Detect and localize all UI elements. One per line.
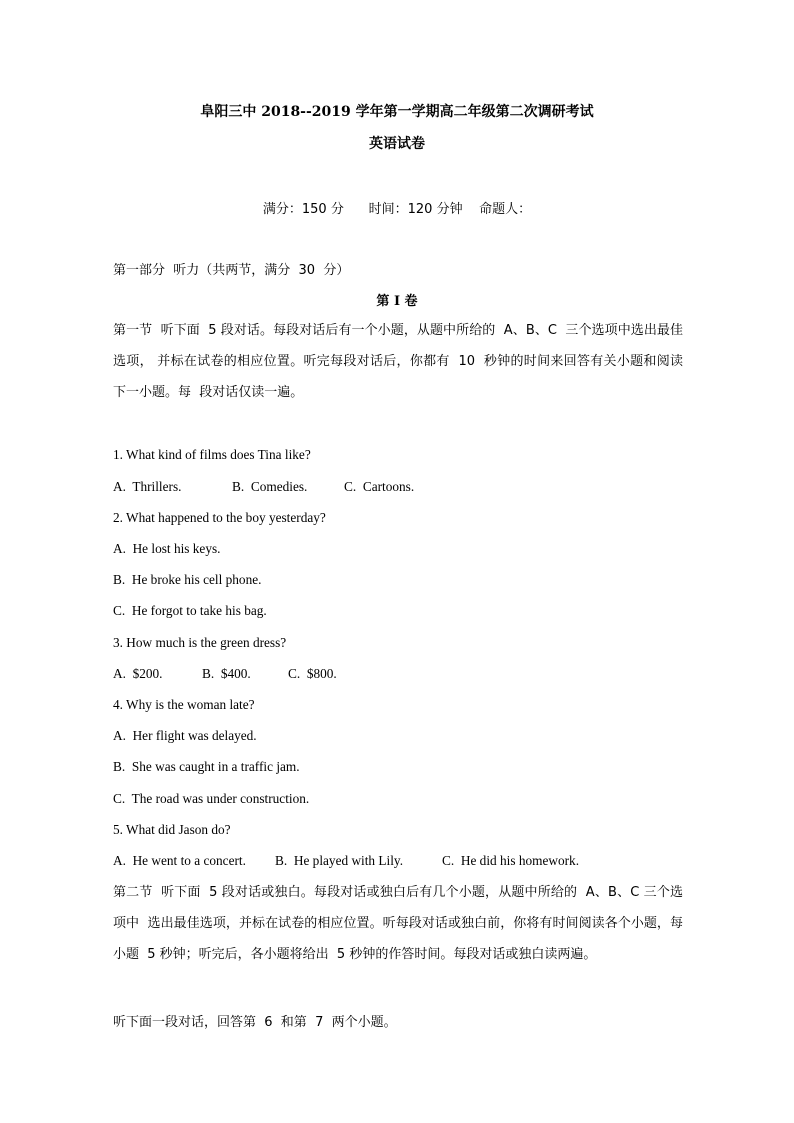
option-c: C. The road was under construction. [113, 791, 310, 806]
section1-instructions: 第一节 听下面 5 段对话。每段对话后有一个小题，从题中所给的 A、B、C 三个选项中选出最佳选项， 并标在试卷的相应位置。听完每段对话后，你都有 10 秒钟的时间来回答有关小题和阅读下一小题。每 段对话仅读一遍。 [113, 323, 683, 400]
section2-instructions: 第二节 听下面 5 段对话或独白。每段对话或独白后有几个小题，从题中所给的 A、B、C 三个选项中 选出最佳选项，并标在试卷的相应位置。听每段对话或独白前，你将有时间阅读各个小题，每小题 5 秒钟；听完后，各小题将给出 5 秒钟的作答时间。每段对话或独白读两遍。 [113, 885, 683, 962]
part1-heading: 第一部分 听力（共两节，满分 30 分） [113, 263, 350, 278]
question-stem: 5. What did Jason do? [113, 822, 231, 837]
volume-heading: 第 I 卷 [376, 294, 418, 309]
question-stem: 4. Why is the woman late? [113, 697, 255, 712]
option-a: A. Thrillers. [113, 479, 182, 494]
option-b: B. She was caught in a traffic jam. [113, 759, 300, 774]
question-stem: 2. What happened to the boy yesterday? [113, 510, 326, 525]
option-b: B. $400. [202, 666, 251, 681]
option-c: C. $800. [288, 666, 337, 681]
option-a: A. $200. [113, 666, 163, 681]
option-a: A. He went to a concert. [113, 853, 246, 868]
option-b: B. He played with Lily. [275, 853, 404, 868]
option-a: A. He lost his keys. [113, 541, 221, 556]
option-b: B. He broke his cell phone. [113, 572, 262, 587]
exam-meta: 满分：150 分 时间：120 分钟 命题人： [262, 202, 532, 217]
option-c: C. Cartoons. [344, 479, 415, 494]
question-stem: 1. What kind of films does Tina like? [113, 447, 311, 462]
section2-prompt: 听下面一段对话，回答第 6 和第 7 两个小题。 [113, 1015, 397, 1030]
exam-title: 阜阳三中 2018--2019 学年第一学期高二年级第二次调研考试 [200, 104, 594, 120]
option-b: B. Comedies. [232, 479, 308, 494]
option-c: C. He forgot to take his bag. [113, 603, 267, 618]
option-a: A. Her flight was delayed. [113, 728, 257, 743]
exam-subtitle: 英语试卷 [369, 136, 425, 152]
option-c: C. He did his homework. [442, 853, 580, 868]
question-stem: 3. How much is the green dress? [113, 635, 287, 650]
